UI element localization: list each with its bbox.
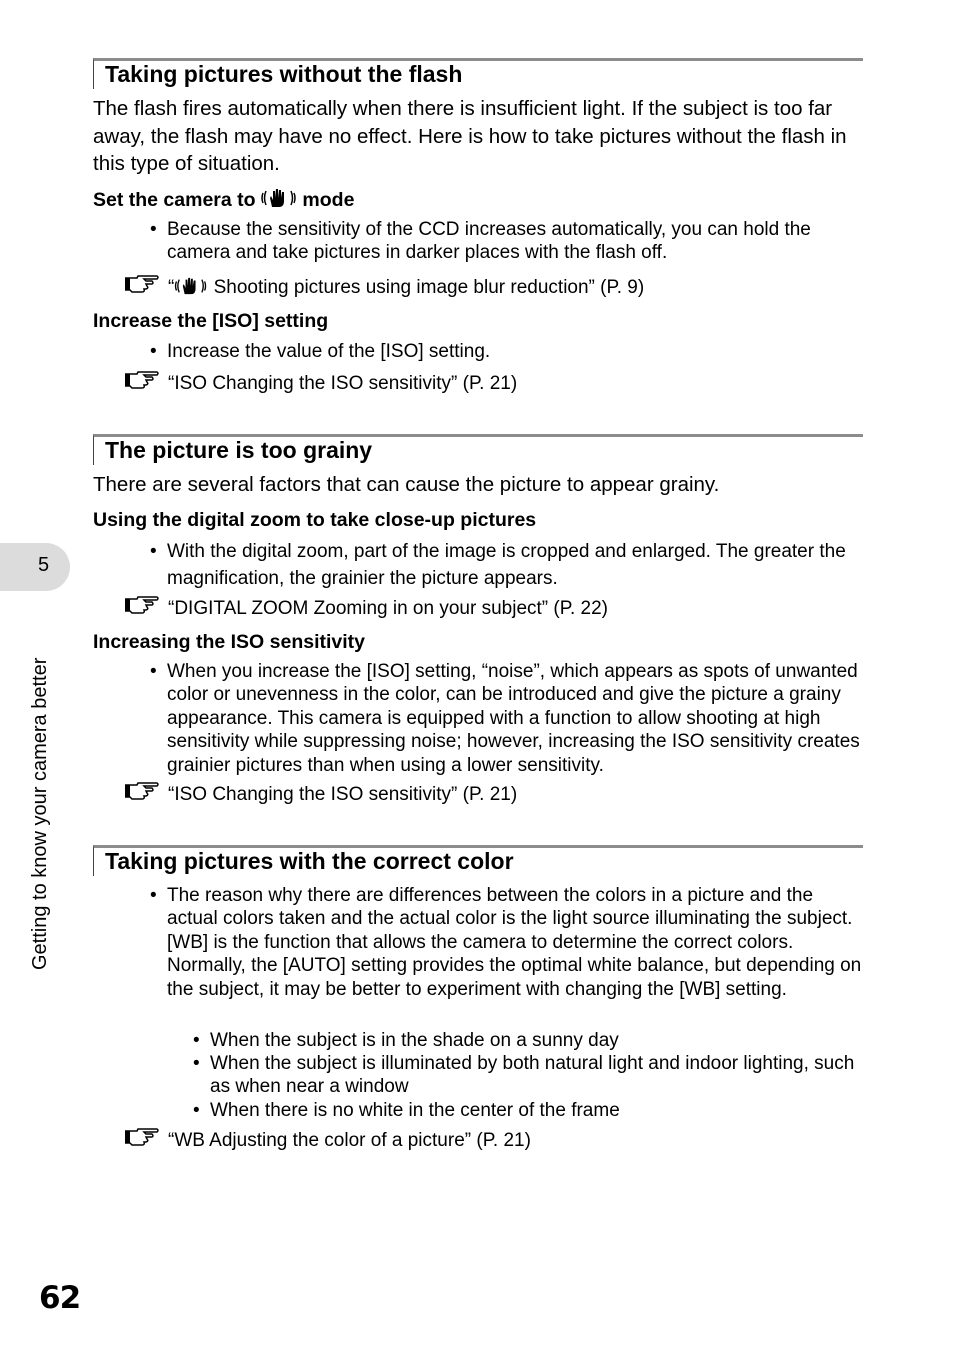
image-stabilization-icon <box>261 187 297 209</box>
pointing-hand-icon <box>124 595 160 622</box>
chapter-number: 5 <box>38 554 50 576</box>
section-title: Taking pictures with the correct color <box>105 848 514 874</box>
paragraph: There are several factors that can cause the picture to appear grainy. <box>93 473 720 496</box>
reference-link[interactable] <box>124 1127 531 1154</box>
ref-text: Shooting pictures using image blur reduction” (P. 9) <box>213 276 645 298</box>
bullet-text: When there is no white in the center of the frame <box>210 1100 620 1121</box>
bullet-text: Increase the value of the [ISO] setting. <box>167 341 491 362</box>
chapter-tab <box>0 543 70 591</box>
bullet-item: • The reason why there are differences between the colors in a picture and the actual colors taken and the actual color is the light source illuminating the subject. [WB] is the function that allows the camera to determine the correct colors. Normally, the [AUTO] setting provides the optimal white balance, but depending on the subject, it may be better to experiment with changing the [WB] setting. <box>150 885 862 1000</box>
ref-text: “ISO Changing the ISO sensitivity” (P. 21) <box>168 783 518 805</box>
bullet-text: When you increase the [ISO] setting, “noise”, which appears as spots of unwanted color or unevenness in the color, can be introduced and give the picture a grainy appearance. This camera is equipped with a function to allow shooting at high sensitivity while suppressing noise; however, increasing the ISO sensitivity creates grainier pictures than when using a lower sensitivity. <box>167 661 860 776</box>
pointing-hand-icon <box>124 1127 160 1154</box>
ref-text: “ <box>168 276 175 298</box>
section-title: Taking pictures without the flash <box>105 61 463 87</box>
bullet-item: • Increase the value of the [ISO] setting. <box>150 340 862 363</box>
bullet-text: Because the sensitivity of the CCD increases automatically, you can hold the camera and take pictures in darker places with the flash off. <box>167 219 811 264</box>
bullet-item: • When you increase the [ISO] setting, “noise”, which appears as spots of unwanted color or unevenness in the color, can be introduced and give the picture a grainy appearance. This camera is equipped with a function to allow shooting at high sensitivity while suppressing noise; however, increasing the ISO sensitivity creates grainier pictures than when using a lower sensitivity. <box>150 660 862 777</box>
side-chapter-label: Getting to know your camera better <box>29 657 51 970</box>
subheading-set-mode <box>93 187 354 212</box>
reference-link[interactable] <box>124 781 517 808</box>
subheading-text: mode <box>302 189 355 211</box>
section-title: The picture is too grainy <box>105 437 373 463</box>
bullet-text: The reason why there are differences between the colors in a picture and the actual colors taken and the actual color is the light source illuminating the subject. [WB] is the function that allows the camera to determine the correct colors. Normally, the [AUTO] setting provides the optimal white balance, but depending on the subject, it may be better to experiment with changing the [WB] setting. <box>167 885 862 1000</box>
ref-text: “ISO Changing the ISO sensitivity” (P. 21) <box>168 372 518 394</box>
ref-text: “DIGITAL ZOOM Zooming in on your subject” (P. 22) <box>168 597 608 619</box>
pointing-hand-icon <box>124 274 160 301</box>
pointing-hand-icon <box>124 370 160 397</box>
bullet-item: • With the digital zoom, part of the image is cropped and enlarged. The greater the magnification, the grainier the picture appears. <box>150 538 862 592</box>
section-header-color <box>93 845 863 876</box>
paragraph: The flash fires automatically when there is insufficient light. If the subject is too far away, the flash may have no effect. Here is how to take pictures without the flash in this type of situation. <box>93 97 847 175</box>
reference-link[interactable] <box>124 274 644 301</box>
bullet-text: When the subject is in the shade on a sunny day <box>210 1030 619 1051</box>
ref-text: “WB Adjusting the color of a picture” (P. 21) <box>168 1129 531 1151</box>
subheading-iso: Increase the [ISO] setting <box>93 310 329 332</box>
subheading-text: Set the camera to <box>93 189 256 211</box>
pointing-hand-icon <box>124 781 160 808</box>
section-header-grainy <box>93 434 863 465</box>
bullet-text: When the subject is illuminated by both natural light and indoor lighting, such as when near a window <box>210 1053 855 1098</box>
reference-link[interactable] <box>124 370 517 397</box>
page-number: 62 <box>39 1280 81 1316</box>
sub-bullet-item: • When the subject is in the shade on a sunny day <box>193 1029 863 1052</box>
subheading-digital-zoom: Using the digital zoom to take close-up pictures <box>93 509 537 531</box>
bullet-item: • Because the sensitivity of the CCD increases automatically, you can hold the camera and take pictures in darker places with the flash off. <box>150 218 862 265</box>
sub-bullet-item: • When the subject is illuminated by both natural light and indoor lighting, such as when near a window <box>193 1052 863 1099</box>
section-header-no-flash <box>93 58 863 89</box>
reference-link[interactable] <box>124 595 608 622</box>
sub-bullet-item: • When there is no white in the center of the frame <box>193 1099 863 1122</box>
image-stabilization-icon <box>174 276 208 296</box>
bullet-text: With the digital zoom, part of the image is cropped and enlarged. The greater the magnification, the grainier the picture appears. <box>167 541 846 589</box>
subheading-iso-sensitivity: Increasing the ISO sensitivity <box>93 631 366 653</box>
